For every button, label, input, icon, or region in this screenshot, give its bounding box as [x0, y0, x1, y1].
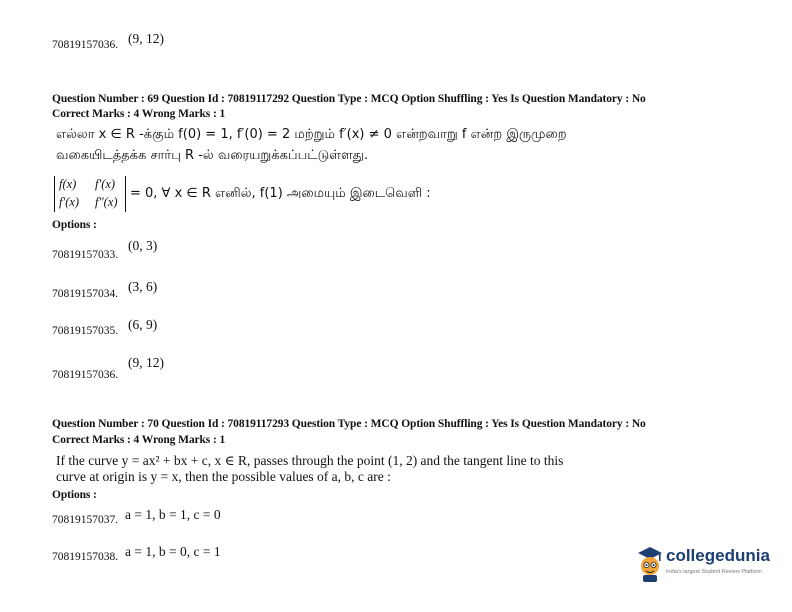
- question-text-line-1: எல்லா x ∈ R -க்கும் f(0) = 1, f′(0) = 2 மற்றும் f′(x) ≠ 0 என்றவாறு f என்ற இருமுறை: [56, 127, 567, 142]
- option-value: (6, 9): [128, 317, 158, 332]
- det-a: f(x): [59, 177, 77, 191]
- option-id: 70819157036.: [52, 39, 119, 51]
- graduate-mascot-icon: [636, 544, 664, 584]
- question-text-line-2: வகையிடத்தக்க சார்பு R -ல் வரையறுக்கப்பட்டுள்ளது.: [56, 148, 369, 163]
- option-id: 70819157038.: [52, 551, 119, 563]
- option-value: a = 1, b = 1, c = 0: [125, 507, 221, 522]
- option-id: 70819157035.: [52, 325, 119, 337]
- options-label: Options :: [52, 489, 97, 501]
- option-id: 70819157033.: [52, 249, 119, 261]
- option-value: (9, 12): [128, 31, 164, 46]
- logo-tagline: India's largest Student Review Platform: [666, 569, 762, 575]
- det-d: f″(x): [95, 195, 118, 209]
- option-value: (9, 12): [128, 355, 164, 370]
- question-header: Question Number : 69 Question Id : 70819117292 Question Type : MCQ Option Shuffling : Yes Is Question Mandatory : No: [52, 93, 646, 105]
- collegedunia-logo: [636, 540, 776, 592]
- determinant-condition: = 0, ∀ x ∈ R எனில், f(1) அமையும் இடைவெளி :: [130, 186, 431, 201]
- det-c: f′(x): [59, 195, 80, 209]
- question-header: Question Number : 70 Question Id : 70819117293 Question Type : MCQ Option Shuffling : Yes Is Question Mandatory : No: [52, 418, 646, 430]
- option-id: 70819157037.: [52, 514, 119, 526]
- determinant: [54, 176, 126, 212]
- option-id: 70819157034.: [52, 288, 119, 300]
- option-value: (0, 3): [128, 238, 158, 253]
- question-marks: Correct Marks : 4 Wrong Marks : 1: [52, 434, 226, 446]
- question-marks: Correct Marks : 4 Wrong Marks : 1: [52, 108, 226, 120]
- question-text-line-1: If the curve y = ax² + bx + c, x ∈ R, passes through the point (1, 2) and the tangent line to this: [56, 453, 564, 468]
- logo-wordmark: collegedunia: [666, 546, 770, 565]
- option-value: (3, 6): [128, 279, 158, 294]
- det-b: f′(x): [95, 177, 116, 191]
- question-text-line-2: curve at origin is y = x, then the possible values of a, b, c are :: [56, 469, 391, 484]
- option-value: a = 1, b = 0, c = 1: [125, 544, 221, 559]
- option-id: 70819157036.: [52, 369, 119, 381]
- options-label: Options :: [52, 219, 97, 231]
